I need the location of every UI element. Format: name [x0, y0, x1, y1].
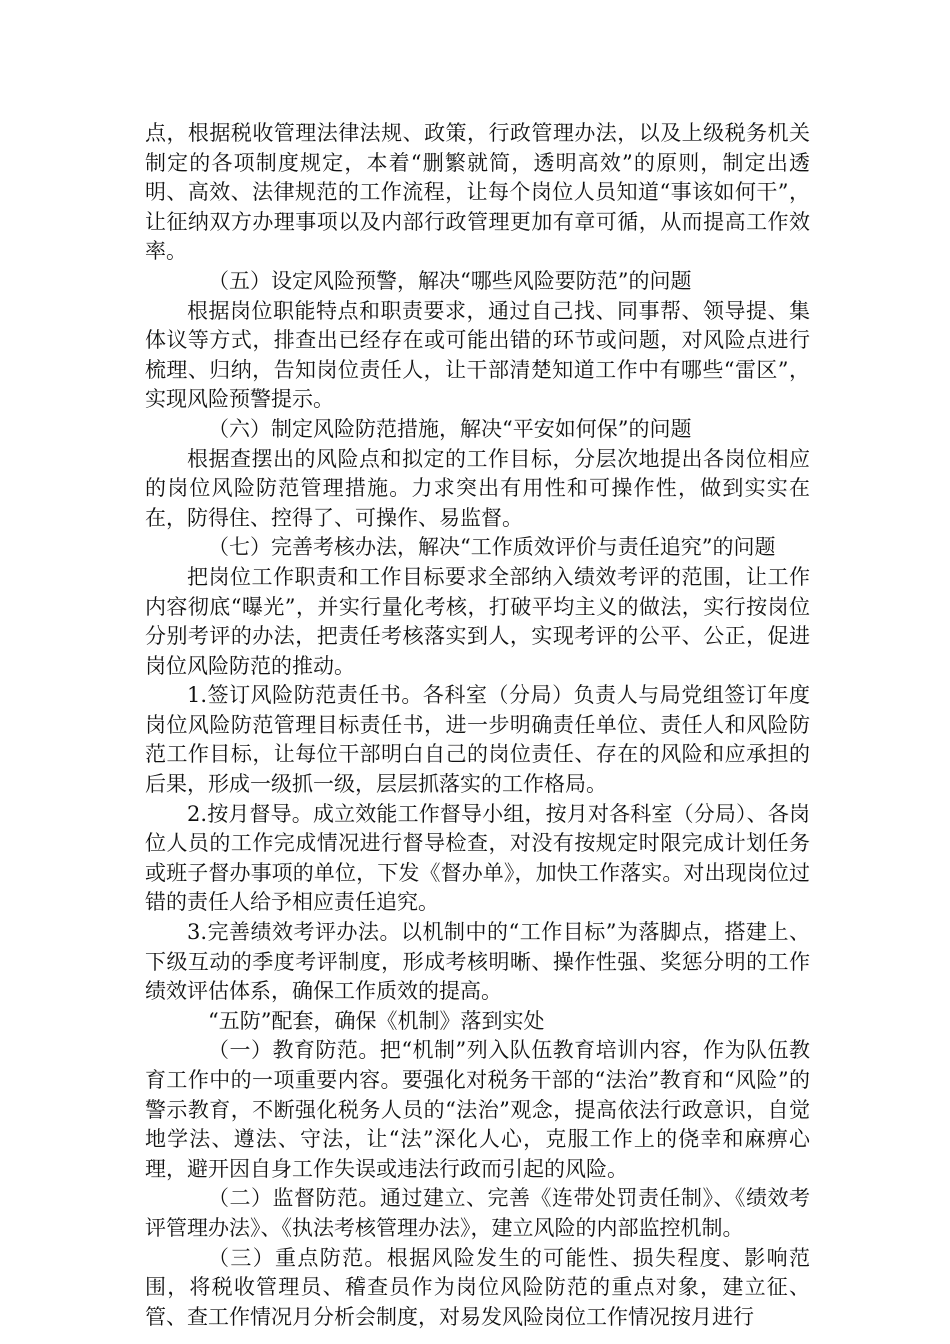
- paragraph-education: （一）教育防范。把“机制”列入队伍教育培训内容，作为队伍教育工作中的一项重要内容。要强化对税务干部的“法治”教育和“风险”的警示教育，不断强化税务人员的“法治”观念，提高依法行政意识，自觉地学法、遵法、守法，让“法”深化人心，克服工作上的侥幸和麻痹心理，避开因自身工作失误或违法行政而引起的风险。: [145, 1038, 810, 1181]
- list-item-1: 1.签订风险防范责任书。各科室（分局）负责人与局党组签订年度岗位风险防范管理目标责任书，进一步明确责任单位、责任人和风险防范工作目标，让每位干部明白自己的岗位责任、存在的风险和应承担的后果，形成一级抓一级，层层抓落实的工作格局。: [145, 683, 810, 797]
- paragraph: 根据查摆出的风险点和拟定的工作目标，分层次地提出各岗位相应的岗位风险防范管理措施。力求突出有用性和可操作性，做到实实在在，防得住、控得了、可操作、易监督。: [145, 446, 810, 530]
- list-item-3: 3.完善绩效考评办法。以机制中的“工作目标”为落脚点，搭建上、下级互动的季度考评制度，形成考核明晰、操作性强、奖惩分明的工作绩效评估体系，确保工作质效的提高。: [145, 920, 810, 1004]
- document-page: [145, 119, 810, 1332]
- section-heading-6: （六）制定风险防范措施，解决“平安如何保”的问题: [208, 416, 692, 441]
- section-heading-7: （七）完善考核办法，解决“工作质效评价与责任追究”的问题: [208, 535, 776, 560]
- list-item-2: 2.按月督导。成立效能工作督导小组，按月对各科室（分局）、各岗位人员的工作完成情况进行督导检查，对没有按规定时限完成计划任务或班子督办事项的单位，下发《督办单》，加快工作落实。对出现岗位过错的责任人给予相应责任追究。: [145, 801, 810, 915]
- paragraph: 把岗位工作职责和工作目标要求全部纳入绩效考评的范围，让工作内容彻底“曝光”，并实行量化考核，打破平均主义的做法，实行按岗位分别考评的办法，把责任考核落实到人，实现考评的公平、公正，促进岗位风险防范的推动。: [145, 564, 810, 678]
- paragraph-key-prevention: （三）重点防范。根据风险发生的可能性、损失程度、影响范围，将税收管理员、稽查员作为岗位风险防范的重点对象，建立征、管、查工作情况月分析会制度，对易发风险岗位工作情况按月进行: [145, 1245, 810, 1329]
- paragraph: 根据岗位职能特点和职责要求，通过自己找、同事帮、领导提、集体议等方式，排查出已经存在或可能出错的环节或问题，对风险点进行梳理、归纳，告知岗位责任人，让干部清楚知道工作中有哪些“雷区”，实现风险预警提示。: [145, 298, 810, 412]
- section-heading-5: （五）设定风险预警，解决“哪些风险要防范”的问题: [208, 268, 692, 293]
- paragraph-continuation: 点，根据税收管理法律法规、政策，行政管理办法，以及上级税务机关制定的各项制度规定，本着“删繁就简，透明高效”的原则，制定出透明、高效、法律规范的工作流程，让每个岗位人员知道“事该如何干”，让征纳双方办理事项以及内部行政管理更加有章可循，从而提高工作效率。: [145, 121, 810, 264]
- paragraph-supervision: （二）监督防范。通过建立、完善《连带处罚责任制》、《绩效考评管理办法》、《执法考核管理办法》，建立风险的内部监控机制。: [145, 1186, 810, 1240]
- section-heading-wufang: “五防”配套，确保《机制》落到实处: [208, 1008, 545, 1033]
